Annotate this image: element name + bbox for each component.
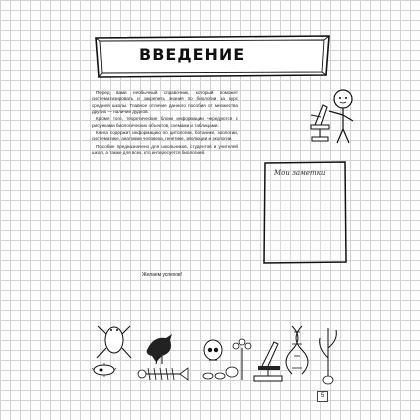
notes-title: Мои заметки — [274, 169, 326, 177]
microscope-doodle — [254, 342, 282, 381]
biology-doodles-row — [92, 318, 342, 388]
spores-doodle — [203, 367, 238, 379]
signoff: Желаем успехов! — [142, 272, 183, 278]
dna-doodle — [286, 326, 308, 374]
frog-doodle — [97, 326, 131, 358]
paragraph: Пособие предназначено для школьников, студентов и учителей школ, а также для всех, кто интересуется биологией. — [92, 143, 238, 156]
fish-skeleton-doodle — [138, 368, 188, 380]
paragraph: Перед вами необычный справочник, который поможет систематизировать и закрепить знания по биологии за курс средней школы. Главное отличие данного пособия от множества других — наличие дудлов. — [92, 90, 238, 114]
scientist-microscope-doodle — [303, 85, 357, 145]
seedling-doodle — [320, 328, 337, 384]
intro-text — [92, 90, 238, 158]
page-number: 5 — [317, 391, 328, 402]
paragraph: Кроме того, теоретические блоки информации чередуются с рисунками биологических объектов, схемами и таблицами. — [92, 116, 238, 128]
title-banner — [93, 33, 333, 79]
crow-doodle — [147, 334, 172, 364]
paramecium-doodle — [92, 363, 116, 377]
paragraph: Книга содержит информацию по цитологии, ботанике, зоологии, систематике, анатомии человека, генетике, эволюции и экологии. — [92, 130, 238, 142]
skull-doodle — [204, 340, 222, 360]
page-title: ВВЕДЕНИЕ — [139, 45, 246, 64]
